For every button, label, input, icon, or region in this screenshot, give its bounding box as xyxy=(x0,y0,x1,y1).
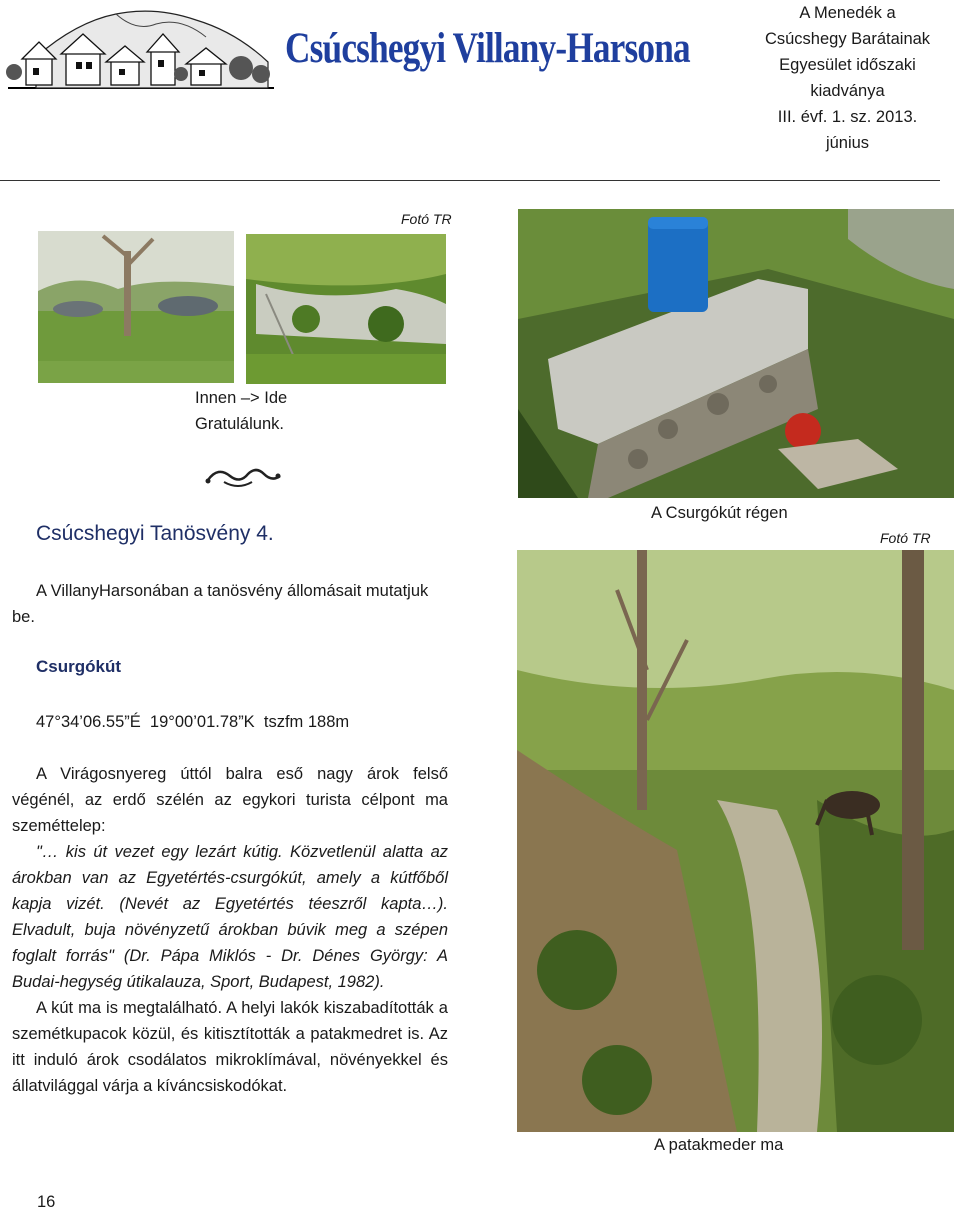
header-divider xyxy=(0,180,940,181)
photo-credit: Fotó TR xyxy=(401,211,452,227)
station-coordinates: 47°34’06.55”É 19°00’01.78”K tszfm 188m xyxy=(36,713,350,731)
stream-bed-photo xyxy=(517,550,954,1132)
page-number: 16 xyxy=(37,1193,56,1211)
left-caption-line: Gratulálunk. xyxy=(195,415,284,433)
intro-text: A VillanyHarsonában a tanösvény állomásait mutatjuk xyxy=(36,582,429,600)
stream-caption: A patakmeder ma xyxy=(654,1136,784,1154)
old-well-caption: A Csurgókút régen xyxy=(651,504,788,522)
photo-credit: Fotó TR xyxy=(880,530,931,546)
issue-line: Egyesület időszaki xyxy=(779,56,916,74)
paragraph: A kút ma is megtalálható. A helyi lakók kiszabadították a szemétkupacok közül, és kitisztították a patakmedret is. Az itt induló árok csodálatos mikroklímával, növényekkel és állatvilággal várja a kíváncsiskodókat. xyxy=(12,999,448,1095)
ornament-flourish xyxy=(204,464,282,497)
masthead-title: Csúcshegyi Villany-Harsona xyxy=(285,25,690,72)
article-heading: Csúcshegyi Tanösvény 4. xyxy=(36,522,274,545)
issue-line: Csúcshegy Barátainak xyxy=(764,30,931,48)
village-logo xyxy=(6,2,276,92)
issue-line: kiadványa xyxy=(810,82,885,100)
after-photo xyxy=(246,234,446,384)
old-well-photo xyxy=(518,209,954,498)
left-caption-line: Innen –> Ide xyxy=(195,389,288,407)
paragraph: A Virágosnyereg úttól balra eső nagy árok felső végénél, az erdő szélén az egykori turista célpont ma szeméttelep: xyxy=(12,765,448,835)
issue-info xyxy=(735,0,960,156)
intro-text: be. xyxy=(12,608,35,626)
issue-line: A Menedék a xyxy=(799,4,896,22)
issue-line: III. évf. 1. sz. 2013. xyxy=(777,108,918,126)
issue-line: június xyxy=(825,134,870,152)
quoted-passage: "… kis út vezet egy lezárt kútig. Közvetlenül alatta az árokban van az Egyetértés-csurgókút, amely a kútfőből kapja vizét. (Nevét az Egyetértés téeszről kapta…). Elvadult, buja növényzetű árokban búvik meg a szépen foglalt forrás" (Dr. Pápa Miklós - Dr. Dénes György: A Budai-hegység útikalauza, Sport, Budapest, 1982). xyxy=(12,843,448,991)
before-photo xyxy=(38,231,234,383)
station-name: Csurgókút xyxy=(36,657,121,676)
